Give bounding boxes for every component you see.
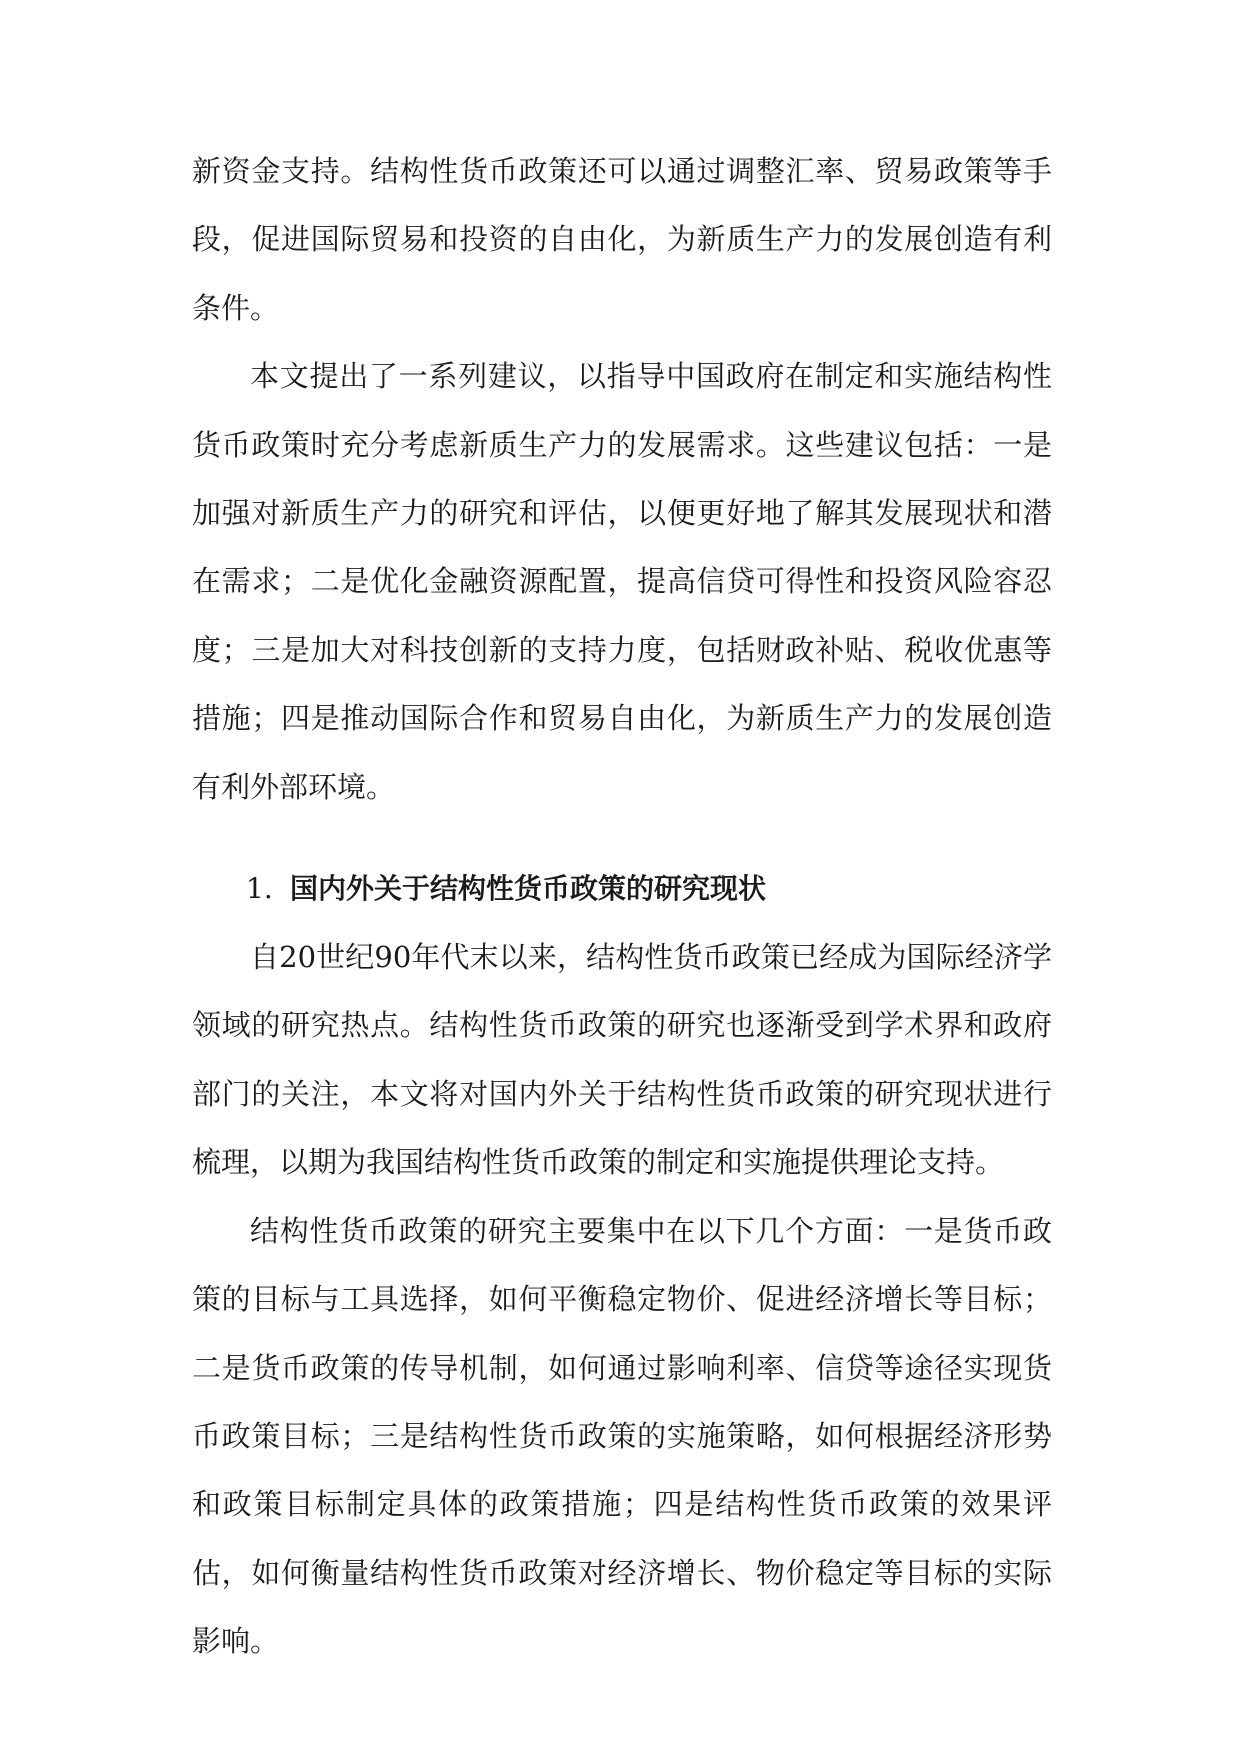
- paragraph-research-aspects: 结构性货币政策的研究主要集中在以下几个方面：一是货币政策的目标与工具选择，如何平衡稳定物价、促进经济增长等目标；二是货币政策的传导机制，如何通过影响利率、信贷等途径实现货币政策目标；三是结构性货币政策的实施策略，如何根据经济形势和政策目标制定具体的政策措施；四是结构性货币政策的效果评估，如何衡量结构性货币政策对经济增长、物价稳定等目标的实际影响。: [192, 1213, 1052, 1659]
- paragraph-recommendations: 本文提出了一系列建议，以指导中国政府在制定和实施结构性货币政策时充分考虑新质生产力的发展需求。这些建议包括：一是加强对新质生产力的研究和评估，以便更好地了解其发展现状和潜在需求；二是优化金融资源配置，提高信贷可得性和投资风险容忍度；三是加大对科技创新的支持力度，包括财政补贴、税收优惠等措施；四是推动国际合作和贸易自由化，为新质生产力的发展创造有利外部环境。: [192, 359, 1052, 804]
- section-number: 1.: [246, 872, 273, 906]
- section-heading: [192, 855, 1052, 923]
- section-title: 国内外关于结构性货币政策的研究现状: [290, 872, 767, 906]
- paragraph-research-intro: 自20世纪90年代末以来，结构性货币政策已经成为国际经济学领域的研究热点。结构性货币政策的研究也逐渐受到学术界和政府部门的关注，本文将对国内外关于结构性货币政策的研究现状进行梳理，以期为我国结构性货币政策的制定和实施提供理论支持。: [192, 940, 1052, 1180]
- paragraph-continuation: 新资金支持。结构性货币政策还可以通过调整汇率、贸易政策等手段，促进国际贸易和投资的自由化，为新质生产力的发展创造有利条件。: [192, 154, 1052, 325]
- document-body: [192, 137, 1052, 1676]
